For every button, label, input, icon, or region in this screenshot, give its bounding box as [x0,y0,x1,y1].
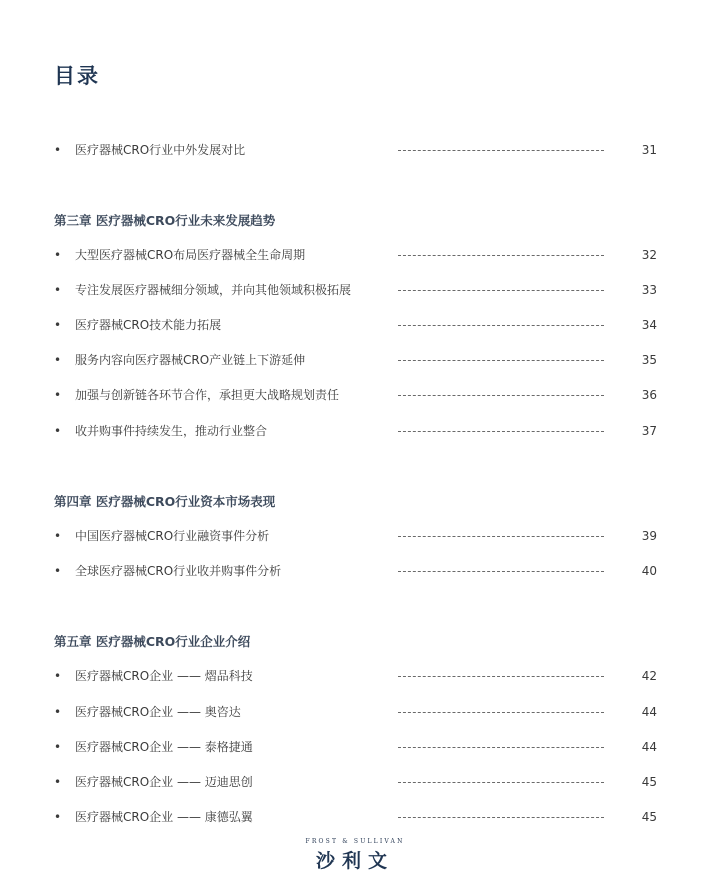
toc-page-number: 37 [641,424,657,438]
chapter-title[interactable]: 第三章 医疗器械CRO行业未来发展趋势 [54,213,276,228]
bullet: • [54,248,62,262]
dot-leader [398,536,604,537]
toc-item[interactable] [54,527,660,545]
toc-page-number: 42 [641,669,657,683]
dot-leader [398,395,604,396]
toc-item-label: 加强与创新链各环节合作，承担更大战略规划责任 [75,388,340,402]
dot-leader [398,676,604,677]
bullet: • [54,669,62,683]
toc-item[interactable] [54,703,660,721]
bullet: • [54,564,62,578]
toc-page-number: 32 [641,248,657,262]
dot-leader [398,747,604,748]
toc-item[interactable] [54,141,660,159]
dot-leader [398,325,604,326]
toc-page-number: 44 [641,705,657,719]
dot-leader [398,360,604,361]
toc-item[interactable] [54,246,660,264]
bullet: • [54,705,62,719]
toc-item-label: 医疗器械CRO企业 —— 熠品科技 [75,669,253,683]
bullet: • [54,740,62,754]
toc-item-label: 医疗器械CRO企业 —— 奥咨达 [75,705,241,719]
dot-leader [398,782,604,783]
toc-page-number: 31 [641,143,657,157]
toc-page-number: 39 [641,529,657,543]
logo-chinese: 沙利文 [315,850,394,872]
bullet: • [54,424,62,438]
toc-item-label: 全球医疗器械CRO行业收并购事件分析 [75,564,282,578]
toc-page-number: 40 [641,564,657,578]
toc-item-label: 医疗器械CRO技术能力拓展 [75,318,222,332]
bullet: • [54,810,62,824]
toc-item[interactable] [54,667,660,685]
dot-leader [398,571,604,572]
toc-item-label: 医疗器械CRO企业 —— 迈迪思创 [75,775,253,789]
toc-item-label: 大型医疗器械CRO布局医疗器械全生命周期 [75,248,306,262]
toc-item[interactable] [54,562,660,580]
dot-leader [398,817,604,818]
toc-item-label: 医疗器械CRO企业 —— 泰格捷通 [75,740,253,754]
bullet: • [54,318,62,332]
toc-item[interactable] [54,773,660,791]
chapter-title[interactable]: 第五章 医疗器械CRO行业企业介绍 [54,634,251,649]
bullet: • [54,529,62,543]
bullet: • [54,353,62,367]
toc-item[interactable] [54,281,660,299]
toc-page-number: 35 [641,353,657,367]
toc-item[interactable] [54,316,660,334]
toc-item[interactable] [54,386,660,404]
toc-page-number: 45 [641,775,657,789]
bullet: • [54,283,62,297]
logo-english: FROST & SULLIVAN [305,838,405,845]
toc-page-number: 44 [641,740,657,754]
toc-item-label: 收并购事件持续发生，推动行业整合 [75,424,268,438]
dot-leader [398,290,604,291]
page-title: 目录 [54,64,100,88]
dot-leader [398,431,604,432]
toc-item-label: 医疗器械CRO行业中外发展对比 [75,143,246,157]
dot-leader [398,712,604,713]
bullet: • [54,143,62,157]
toc-page-number: 45 [641,810,657,824]
toc-item-label: 医疗器械CRO企业 —— 康德弘翼 [75,810,253,824]
toc-item[interactable] [54,422,660,440]
toc-item[interactable] [54,351,660,369]
toc-page-number: 36 [641,388,657,402]
toc-item-label: 中国医疗器械CRO行业融资事件分析 [75,529,270,543]
toc-item-label: 服务内容向医疗器械CRO产业链上下游延伸 [75,353,306,367]
dot-leader [398,255,604,256]
toc-item-label: 专注发展医疗器械细分领域，并向其他领域积极拓展 [75,283,352,297]
bullet: • [54,775,62,789]
toc-item[interactable] [54,808,660,826]
toc-page-number: 34 [641,318,657,332]
toc-page-number: 33 [641,283,657,297]
dot-leader [398,150,604,151]
bullet: • [54,388,62,402]
toc-item[interactable] [54,738,660,756]
chapter-title[interactable]: 第四章 医疗器械CRO行业资本市场表现 [54,494,276,509]
frost-sullivan-logo [290,838,420,873]
